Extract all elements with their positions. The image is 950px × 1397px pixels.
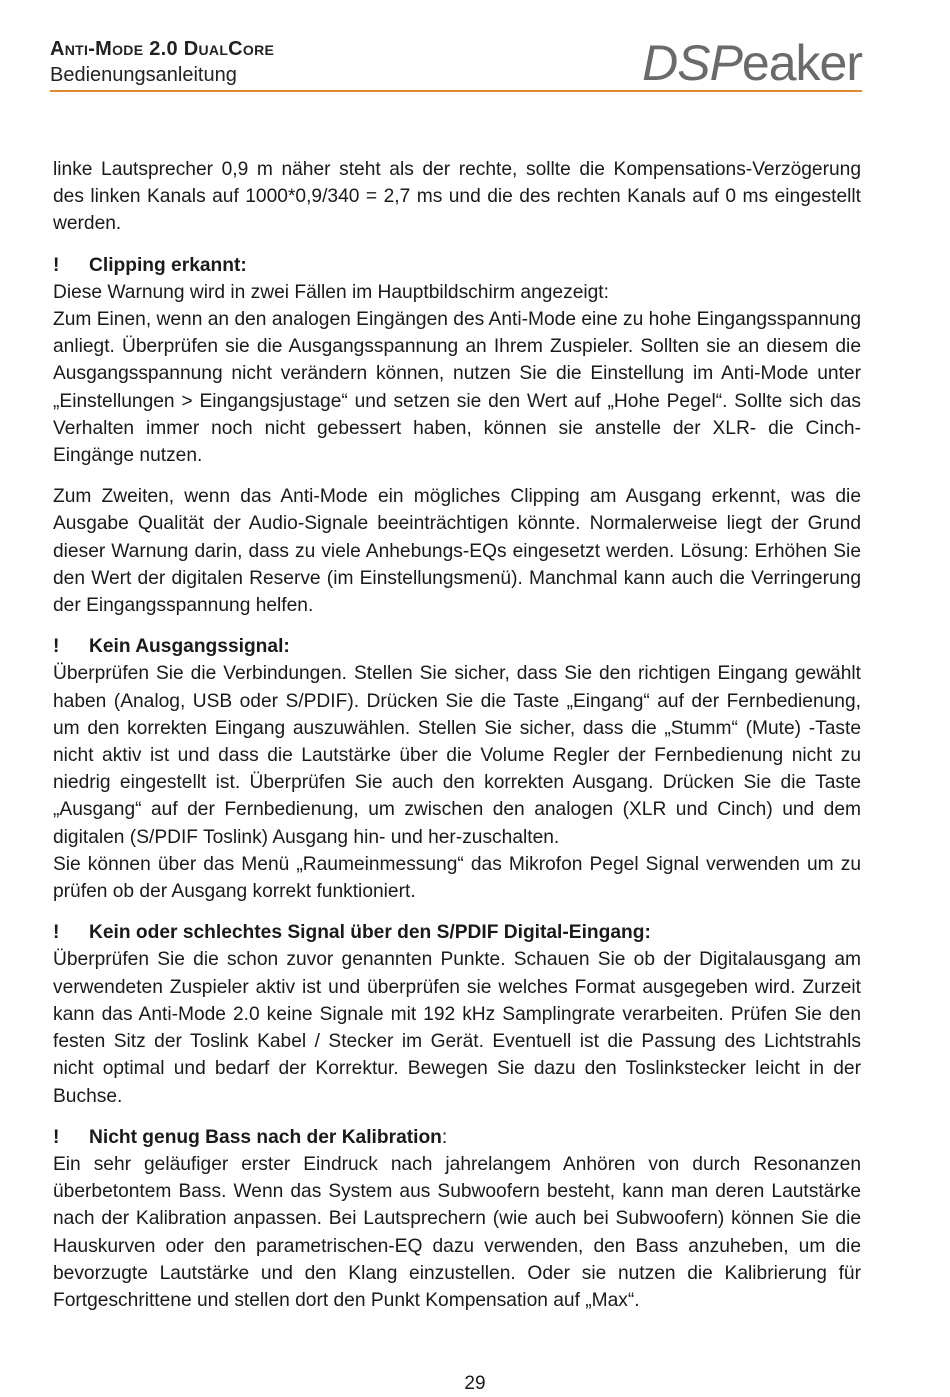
paragraph: Überprüfen Sie die Verbindungen. Stellen Sie sicher, dass Sie den richtigen Eingang gewählt haben (Analog, USB oder S/PDIF). Drücken Sie die Taste „Eingang“ auf der Fernbedienung, um den korrekten Eingang auszuwählen. Stellen Sie sicher, dass die „Stumm“ (Mute) -Taste nicht aktiv ist und dass die Lautstärke über die Volume Regler der Fernbedienung nicht zu niedrig eingestellt ist. Überprüfen Sie auch den korrekten Ausgang. Drücken Sie die Taste „Ausgang“ auf der Fernbedienung, um zwischen den analogen (XLR und Cinch) und dem digitalen (S/PDIF Toslink) Ausgang hin- und her-zuschalten. [53, 663, 861, 848]
paragraph: Ein sehr geläufiger erster Eindruck nach jahrelangem Anhören von durch Resonanzen überbetontem Bass. Wenn das System aus Subwoofern besteht, kann man deren Lautstärke nach der Kalibration anpassen. Bei Lautsprechern (wie auch bei Subwoofern) können Sie die Hauskurven oder den parametrischen-EQ dazu verwenden, den Bass anzuheben, um die bevorzugte Lautstärke und den Klang einzustellen. Oder sie nutzen die Kalibrierung für Fortgeschrittene und stellen dort den Punkt Kompensation auf „Max“. [53, 1153, 861, 1311]
warning-mark: ! [53, 636, 60, 658]
paragraph: Diese Warnung wird in zwei Fällen im Hauptbildschirm angezeigt: [53, 281, 609, 303]
page-number: 29 [464, 1373, 486, 1394]
section-bass [53, 1124, 861, 1314]
paragraph: Sie können über das Menü „Raumeinmessung“ das Mikrofon Pegel Signal verwenden um zu prüfen ob der Ausgang korrekt funktioniert. [53, 853, 861, 903]
section-heading-text: Nicht genug Bass nach der Kalibration [89, 1126, 442, 1148]
section-clipping [53, 252, 861, 620]
section-heading [53, 1124, 861, 1151]
paragraph: Überprüfen Sie die schon zuvor genannten Punkte. Schauen Sie ob der Digitalausgang am verwendeten Zuspieler aktiv ist und überprüfen sie welches Format ausgegeben wird. Zurzeit kann das Anti-Mode 2.0 keine Signale mit 192 kHz Samplingrate verarbeiten. Prüfen Sie den festen Sitz der Toslink Kabel / Stecker im Gerät. Eventuell ist die Passung des Lichtstrahls nicht optimal und bedarf der Korrektur. Bewegen Sie dazu den Toslinkstecker leicht in der Buchse. [53, 949, 861, 1107]
section-heading [53, 252, 861, 279]
page-header [50, 36, 862, 92]
section-heading [53, 633, 861, 660]
brand-logo [642, 36, 862, 90]
paragraph: Zum Zweiten, wenn das Anti-Mode ein mögliches Clipping am Ausgang erkennt, was die Ausgabe Qualität der Audio-Signale beeinträchtigen könnte. Normalerweise liegt der Grund dieser Warnung darin, dass zu viele Anhebungs-EQs eingesetzt werden. Lösung: Erhöhen Sie den Wert der digitalen Reserve (im Einstellungsmenü). Manchmal kann auch die Verringerung der Eingangsspannung helfen. [53, 486, 861, 617]
warning-mark: ! [53, 1126, 60, 1148]
document-subtitle: Bedienungsanleitung [50, 64, 237, 86]
section-heading-text: Kein Ausgangssignal: [89, 636, 290, 658]
section-no-output [53, 633, 861, 905]
section-heading-colon: : [441, 1126, 448, 1148]
brand-logo-part-b: eaker [741, 35, 862, 91]
warning-mark: ! [53, 254, 60, 276]
paragraph: Zum Einen, wenn an den analogen Eingängen des Anti-Mode eine zu hohe Eingangsspannung anliegt. Überprüfen sie die Ausgangsspannung an Ihrem Zuspieler. Sollten sie an diesem die Ausgangsspannung nicht verändern können, nutzen Sie die Einstellung im Anti-Mode unter „Einstellungen > Eingangsjustage“ und setzen sie den Wert auf „Hohe Pegel“. Sollte sich das Verhalten immer noch nicht gebessert haben, können sie anstelle der XLR- die Cinch-Eingänge nutzen. [53, 309, 861, 467]
section-spdif [53, 919, 861, 1109]
section-heading-text: Clipping erkannt: [89, 254, 247, 276]
section-heading-text: Kein oder schlechtes Signal über den S/PDIF Digital-Eingang: [89, 922, 651, 944]
warning-mark: ! [53, 922, 60, 944]
section-heading [53, 919, 861, 946]
header-divider [50, 90, 862, 92]
brand-logo-part-a: DSP [642, 35, 742, 91]
document-title: Anti-Mode 2.0 DualCore [50, 38, 275, 60]
page-body [53, 156, 861, 1314]
intro-paragraph: linke Lautsprecher 0,9 m näher steht als der rechte, sollte die Kompensations-Verzögerung des linken Kanals auf 1000*0,9/340 = 2,7 ms und die des rechten Kanals auf 0 ms eingestellt werden. [53, 159, 861, 235]
